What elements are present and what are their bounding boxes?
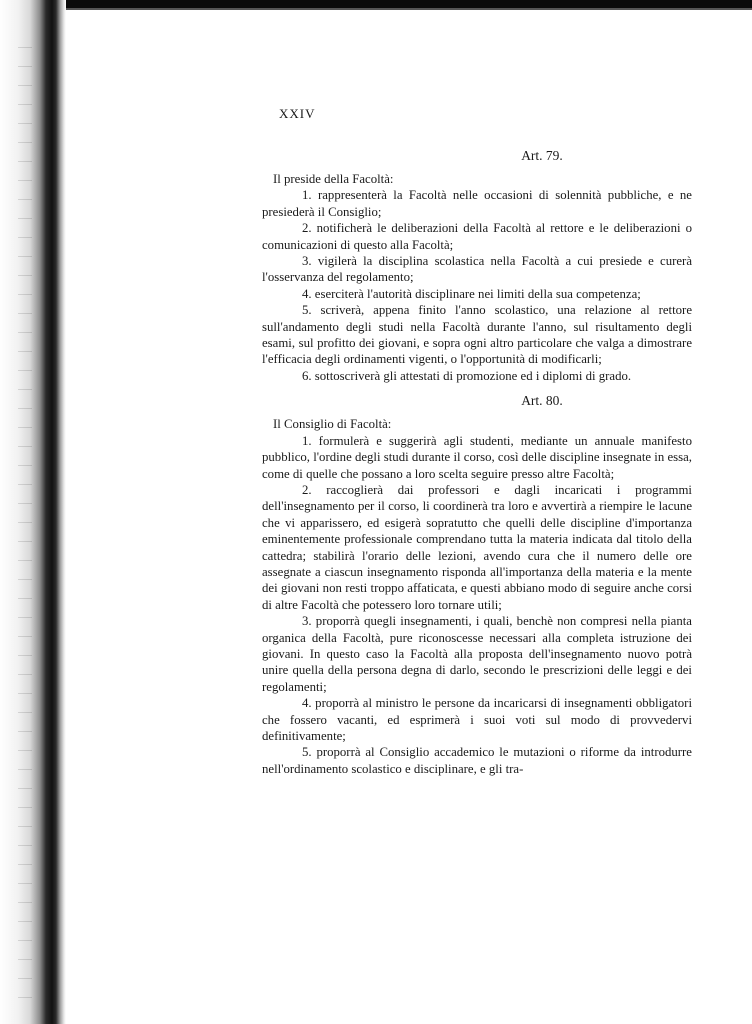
article-80-item-2: 2. raccoglierà dai professori e dagli incaricati i programmi dell'insegnamento per il corso, li coordinerà tra loro e avvertirà a riempire le lacune che vi apparissero, ed esigerà sopratutto che quelli delle discipline d'importanza eminentemente professionale comprendano tutta la materia indicata dal titolo della cattedra; stabilirà l'orario delle lezioni, avendo cura che il numero delle ore assegnate a ciascun insegnamento risponda all'importanza della materia e la mente dei giovani non resti troppo affaticata, e questi abbiano modo di seguire anche corsi di altre Facoltà che potessero loro tornare utili; (262, 482, 692, 612)
article-79-item-6: 6. sottoscriverà gli attestati di promozione ed i diplomi di grado. (302, 368, 632, 383)
page-number: XXIV (279, 106, 316, 121)
article-79-intro: Il preside della Facoltà: (273, 172, 394, 186)
article-79-item-3: 3. vigilerà la disciplina scolastica nella Facoltà a cui presiede e curerà l'osservanza del regolamento; (262, 254, 692, 285)
article-79-item-2: 2. notificherà le deliberazioni della Facoltà al rettore e le deliberazioni o comunicazioni di questo alla Facoltà; (262, 221, 692, 252)
page-top-shadow (60, 8, 752, 10)
book-spine-shadow (0, 0, 66, 1024)
article-80-item-5: 5. proporrà al Consiglio accademico le mutazioni o riforme da introdurre nell'ordinamento scolastico e disciplinare, e gli tra- (262, 745, 692, 776)
article-80-intro: Il Consiglio di Facoltà: (273, 417, 392, 432)
article-80-item-4: 4. proporrà al ministro le persone da incaricarsi di insegnamenti obbligatori che fossero vacanti, ed esprimerà i suoi voti sul modo di provvedervi definitivamente; (262, 696, 692, 743)
article-79-title: Art. 79. (521, 148, 563, 163)
spine-texture (18, 40, 32, 1000)
document-body (262, 145, 692, 777)
article-80-item-3: 3. proporrà quegli insegnamenti, i quali, benchè non compresi nella pianta organica della Facoltà, pure riconoscesse necessari alla completa istruzione dei giovani. In questo caso la Facoltà alla proposta dell'insegnamento nuovo potrà unire quella della persona degna di darlo, secondo le prescrizioni delle leggi e dei regolamenti; (262, 614, 692, 694)
article-79-item-5: 5. scriverà, appena finito l'anno scolastico, una relazione al rettore sull'andamento degli studi nella Facoltà durante l'anno, sul risultamento degli esami, sul profitto dei giovani, e sopra ogni altro particolare che valga a dimostrare l'efficacia degli ordinamenti vigenti, o l'opportunità di modificarli; (262, 303, 692, 367)
article-79-item-1: 1. rappresenterà la Facoltà nelle occasioni di solennità pubbliche, e ne presiederà il Consiglio; (262, 188, 692, 219)
page-top-edge (0, 0, 752, 8)
article-80-item-1: 1. formulerà e suggerirà agli studenti, mediante un annuale manifesto pubblico, l'ordine degli studi durante il corso, così delle discipline insegnate in essa, come di quelle che possano a loro scelta seguire presso altre Facoltà; (262, 433, 692, 481)
article-80-title: Art. 80. (521, 393, 563, 409)
article-79-item-4: 4. eserciterà l'autorità disciplinare nei limiti della sua competenza; (302, 286, 641, 301)
